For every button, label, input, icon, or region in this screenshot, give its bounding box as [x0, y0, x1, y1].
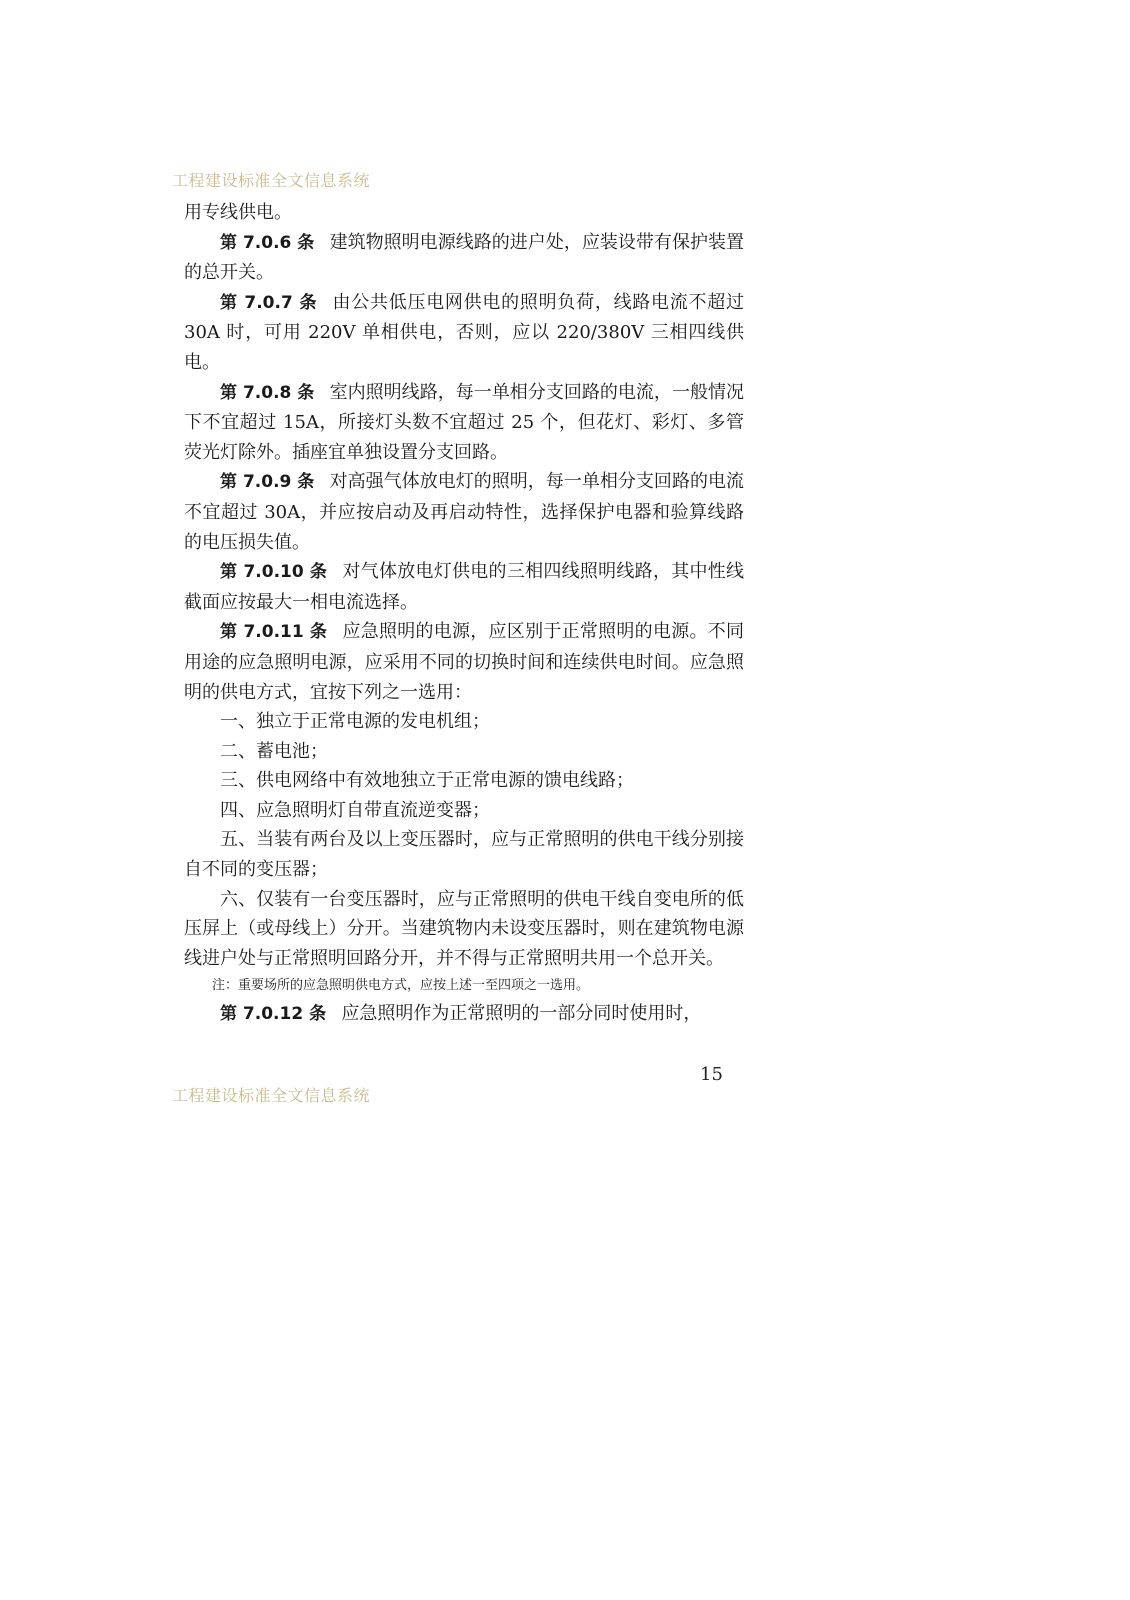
list-item: 五、当装有两台及以上变压器时，应与正常照明的供电干线分别接自不同的变压器；	[184, 829, 744, 881]
clause-number: 第 7.0.8 条	[220, 382, 315, 403]
list-item: 三、供电网络中有效地独立于正常电源的馈电线路；	[220, 770, 634, 792]
clause-7-0-7	[184, 288, 744, 378]
clause-text: 建筑物照明电源线路的进户处，应装设带有保护装置的总开关。	[184, 231, 744, 284]
clause-7-0-8	[184, 378, 744, 468]
list-item: 一、独立于正常电源的发电机组；	[220, 711, 490, 733]
clause-text: 应急照明作为正常照明的一部分同时使用时，	[341, 1003, 702, 1025]
paragraph-text: 用专线供电。	[184, 202, 292, 223]
clause-number: 第 7.0.6 条	[220, 232, 315, 253]
list-item: 六、仅装有一台变压器时，应与正常照明的供电干线自变电所的低压屏上（或母线上）分开。当建筑物内未设变压器时，则在建筑物电源线进户处与正常照明回路分开，并不得与正常照明共用一个总开关。	[184, 888, 744, 969]
watermark-top: 工程建设标准全文信息系统	[172, 171, 371, 190]
clause-text: 应急照明的电源，应区别于正常照明的电源。不同用途的应急照明电源，应采用不同的切换时间和连续供电时间。应急照明的供电方式，宜按下列之一选用：	[184, 621, 745, 703]
document-body	[184, 198, 744, 1030]
clause-7-0-6	[184, 228, 744, 288]
clause-number: 第 7.0.10 条	[220, 562, 328, 583]
watermark-bottom: 工程建设标准全文信息系统	[172, 1086, 371, 1105]
clause-7-0-10	[184, 557, 744, 617]
list-item: 四、应急照明灯自带直流逆变器；	[220, 799, 490, 821]
clause-text: 室内照明线路，每一单相分支回路的电流，一般情况下不宜超过 15A，所接灯头数不宜超过 25 个，但花灯、彩灯、多管荧光灯除外。插座宜单独设置分支回路。	[184, 381, 744, 463]
clause-text: 对高强气体放电灯的照明，每一单相分支回路的电流不宜超过 30A，并应按启动及再启动特性，选择保护电器和验算线路的电压损失值。	[184, 471, 744, 553]
page-number: 15	[700, 1064, 723, 1085]
clause-7-0-12	[184, 999, 744, 1030]
clause-number: 第 7.0.9 条	[220, 472, 315, 493]
clause-number: 第 7.0.7 条	[220, 292, 318, 313]
list-item: 二、蓄电池；	[220, 740, 328, 762]
clause-number: 第 7.0.11 条	[220, 622, 328, 643]
clause-number: 第 7.0.12 条	[220, 1004, 327, 1025]
paragraph-continuation	[184, 198, 744, 228]
note: 注：重要场所的应急照明供电方式，应按上述一至四项之一选用。	[212, 978, 590, 994]
clause-7-0-11	[184, 617, 744, 707]
clause-text: 对气体放电灯供电的三相四线照明线路，其中性线截面应按最大一相电流选择。	[184, 561, 745, 613]
clause-text: 由公共低压电网供电的照明负荷，线路电流不超过 30A 时，可用 220V 单相供电，否则，应以 220/380V 三相四线供电。	[184, 291, 744, 373]
clause-7-0-9	[184, 467, 744, 557]
